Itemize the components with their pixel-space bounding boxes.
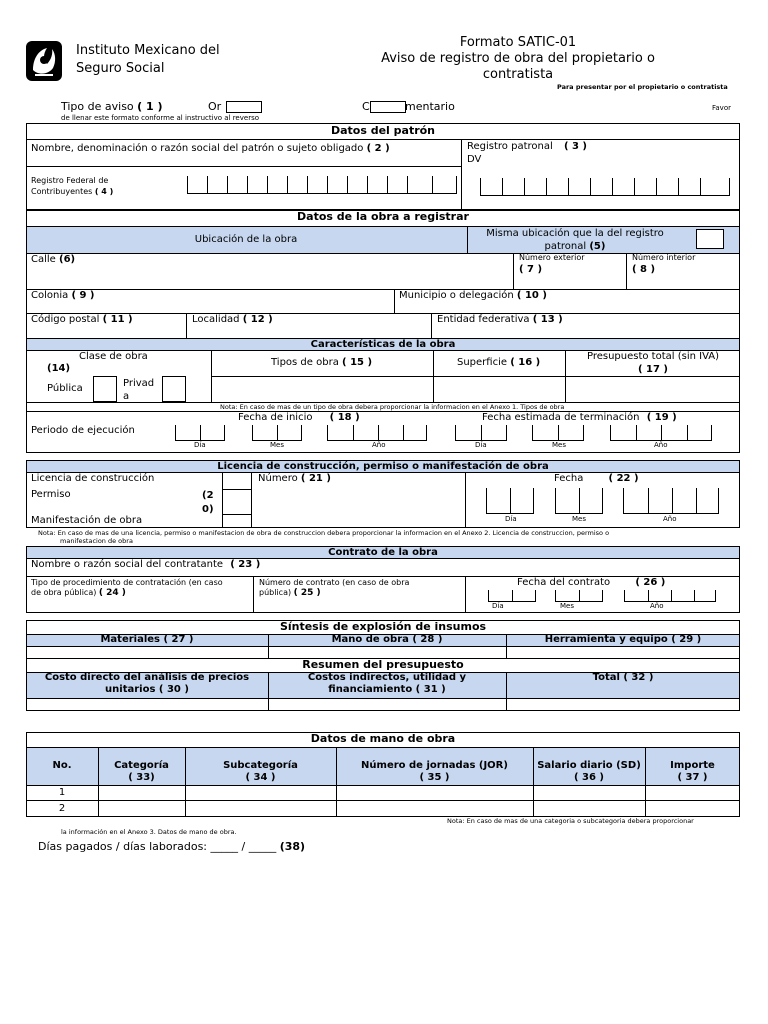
tipo-aviso-label: Tipo de aviso ( 1 ) bbox=[61, 100, 163, 113]
contratante-label: Nombre o razón social del contratante ( 23 ) bbox=[31, 559, 261, 570]
header-no: No. bbox=[52, 760, 72, 771]
presupuesto-label: Presupuesto total (sin IVA) ( 17 ) bbox=[586, 351, 720, 375]
fecha-inicio-label: Fecha de inicio ( 18 ) bbox=[238, 412, 360, 423]
fecha-contrato-label: Fecha del contrato ( 26 ) bbox=[517, 577, 666, 588]
fecha-term-dia[interactable] bbox=[455, 425, 507, 441]
materiales-header: Materiales ( 27 ) bbox=[100, 634, 194, 645]
presentar-note: Para presentar por el propietario o contratista bbox=[557, 83, 728, 91]
clase-obra-label: Clase de obra bbox=[79, 351, 148, 362]
costos-indirectos-header: Costos indirectos, utilidad y financiamiento ( 31 ) bbox=[307, 672, 467, 695]
fecha-term-mes[interactable] bbox=[532, 425, 584, 441]
lic-mes-label: Mes bbox=[572, 515, 586, 523]
superficie-label: Superficie ( 16 ) bbox=[457, 357, 541, 368]
manifestacion-checkbox[interactable] bbox=[222, 514, 252, 528]
mano-obra-nota2: la información en el Anexo 3. Datos de mano de obra. bbox=[61, 828, 237, 836]
manifestacion-label: Manifestación de obra bbox=[31, 515, 143, 526]
tipos-obra-nota: Nota: En caso de mas de un tipo de obra debera proporcionar la informacion en el Anexo 1. Tipos de obra bbox=[220, 403, 565, 411]
n20: (2 0) bbox=[202, 490, 214, 515]
licencia-anio[interactable] bbox=[623, 488, 719, 514]
n8: ( 8 ) bbox=[632, 264, 656, 275]
fecha-inicio-dia[interactable] bbox=[175, 425, 225, 441]
mano-obra-title: Datos de mano de obra bbox=[310, 732, 456, 745]
resumen-title: Resumen del presupuesto bbox=[302, 658, 464, 671]
format-code: Formato SATIC-01 bbox=[459, 35, 577, 50]
dv-label: DV bbox=[467, 154, 482, 165]
tipos-obra-label: Tipos de obra ( 15 ) bbox=[271, 357, 373, 368]
favor-text: Favor bbox=[712, 104, 731, 112]
fecha-licencia-label: Fecha ( 22 ) bbox=[554, 473, 639, 484]
fecha-inicio-mes[interactable] bbox=[252, 425, 302, 441]
header-salario: Salario diario (SD) ( 36 ) bbox=[537, 760, 641, 783]
entidad-label: Entidad federativa ( 13 ) bbox=[437, 314, 563, 325]
header-subcategoria: Subcategoría ( 34 ) bbox=[223, 760, 298, 783]
obra-title: Datos de la obra a registrar bbox=[297, 210, 469, 223]
calle-label: Calle (6) bbox=[31, 254, 76, 265]
localidad-label: Localidad ( 12 ) bbox=[192, 314, 273, 325]
registro-patronal-label: Registro patronal ( 3 ) bbox=[467, 141, 587, 152]
contrato-title: Contrato de la obra bbox=[26, 546, 740, 559]
licencia-mes[interactable] bbox=[555, 488, 603, 514]
patron-title: Datos del patrón bbox=[330, 124, 436, 137]
fecha-terminacion-label: Fecha estimada de terminación ( 19 ) bbox=[482, 412, 677, 423]
codigo-postal-label: Código postal ( 11 ) bbox=[31, 314, 133, 325]
lic-anio-label: Año bbox=[663, 515, 677, 523]
licencia-label: Licencia de construcción bbox=[31, 473, 155, 484]
numero-contrato-label: Número de contrato (en caso de obra pública) ( 25 ) bbox=[259, 578, 410, 598]
complementario-label: C bbox=[362, 100, 370, 113]
privada-label: Privad a bbox=[123, 378, 155, 402]
complementario-checkbox[interactable] bbox=[370, 101, 406, 113]
periodo-ejecucion-label: Periodo de ejecución bbox=[31, 425, 135, 436]
original-checkbox[interactable] bbox=[226, 101, 262, 113]
org-name-line2: Seguro Social bbox=[76, 61, 165, 76]
form-title-line1: Aviso de registro de obra del propietario o bbox=[381, 51, 655, 66]
nombre-patron-label: Nombre, denominación o razón social del patrón o sujeto obligado ( 2 ) bbox=[31, 143, 390, 154]
numero-interior-label: Número interior bbox=[632, 253, 696, 262]
fecha-inicio-anio[interactable] bbox=[327, 425, 427, 441]
complementario-label-rest: mentario bbox=[405, 100, 455, 113]
registro-patronal-input[interactable] bbox=[480, 178, 730, 196]
term-dia-label: Día bbox=[475, 441, 487, 449]
table-row-2-no: 2 bbox=[58, 803, 66, 814]
table-row-1-no: 1 bbox=[58, 787, 66, 798]
imss-logo bbox=[25, 40, 63, 82]
org-name-line1: Instituto Mexicano del bbox=[76, 43, 220, 58]
rfc-label: Registro Federal de Contribuyentes ( 4 ) bbox=[31, 176, 114, 196]
fecha-term-anio[interactable] bbox=[610, 425, 712, 441]
form-title-line2: contratista bbox=[482, 67, 554, 82]
con-dia-label: Día bbox=[492, 602, 504, 610]
numero-licencia-label: Número ( 21 ) bbox=[258, 473, 331, 484]
licencia-title: Licencia de construcción, permiso o manifestación de obra bbox=[26, 460, 740, 473]
numero-exterior-label: Número exterior bbox=[519, 253, 585, 262]
misma-ubicacion-label: Misma ubicación que la del registro patronal (5) bbox=[486, 228, 664, 252]
colonia-label: Colonia ( 9 ) bbox=[31, 290, 95, 301]
tipo-procedimiento-label: Tipo de procedimiento de contratación (en caso de obra pública) ( 24 ) bbox=[31, 578, 223, 598]
municipio-label: Municipio o delegación ( 10 ) bbox=[399, 290, 547, 301]
contrato-dia[interactable] bbox=[488, 590, 536, 602]
costo-directo-header: Costo directo del análisis de precios unitarios ( 30 ) bbox=[44, 672, 250, 695]
inicio-anio-label: Año bbox=[372, 441, 386, 449]
dias-pagados-label: Días pagados / días laborados: _____ / _____ (38) bbox=[38, 840, 306, 853]
mano-obra-header: Mano de obra ( 28 ) bbox=[331, 634, 443, 645]
ubicacion-label: Ubicación de la obra bbox=[194, 234, 298, 245]
term-anio-label: Año bbox=[654, 441, 668, 449]
rfc-input[interactable] bbox=[187, 176, 457, 194]
herramienta-header: Herramienta y equipo ( 29 ) bbox=[544, 634, 702, 645]
header-jornadas: Número de jornadas (JOR) ( 35 ) bbox=[361, 760, 508, 783]
contrato-anio[interactable] bbox=[624, 590, 716, 602]
publica-label: Pública bbox=[47, 383, 83, 394]
sintesis-title: Síntesis de explosión de insumos bbox=[279, 620, 487, 633]
n7: ( 7 ) bbox=[519, 264, 543, 275]
inicio-dia-label: Día bbox=[194, 441, 206, 449]
con-mes-label: Mes bbox=[560, 602, 574, 610]
con-anio-label: Año bbox=[650, 602, 664, 610]
header-categoria: Categoría ( 33) bbox=[114, 760, 169, 783]
header-importe: Importe ( 37 ) bbox=[670, 760, 715, 783]
publica-checkbox[interactable] bbox=[93, 376, 117, 402]
contrato-mes[interactable] bbox=[555, 590, 603, 602]
permiso-label: Permiso bbox=[31, 489, 71, 500]
instructivo-text: de llenar este formato conforme al instructivo al reverso bbox=[61, 114, 259, 122]
total-header: Total ( 32 ) bbox=[592, 672, 654, 683]
licencia-checkbox[interactable] bbox=[222, 472, 252, 490]
term-mes-label: Mes bbox=[552, 441, 566, 449]
n14: (14) bbox=[47, 363, 71, 374]
licencia-nota: Nota: En caso de mas de una licencia, permiso o manifestacion de obra de construccion debera proporcionar la informacion en el Anexo 2. Licencia de construccion, permiso o manifestacion de obra bbox=[38, 529, 610, 545]
permiso-checkbox[interactable] bbox=[222, 489, 252, 515]
inicio-mes-label: Mes bbox=[270, 441, 284, 449]
mano-obra-nota: Nota: En caso de mas de una categoria o subcategoria debera proporcionar bbox=[447, 817, 694, 825]
privada-checkbox[interactable] bbox=[162, 376, 186, 402]
licencia-dia[interactable] bbox=[486, 488, 534, 514]
lic-dia-label: Día bbox=[505, 515, 517, 523]
original-label: Or bbox=[208, 100, 222, 113]
caracteristicas-title: Características de la obra bbox=[26, 338, 740, 351]
misma-ubicacion-checkbox[interactable] bbox=[696, 229, 724, 249]
